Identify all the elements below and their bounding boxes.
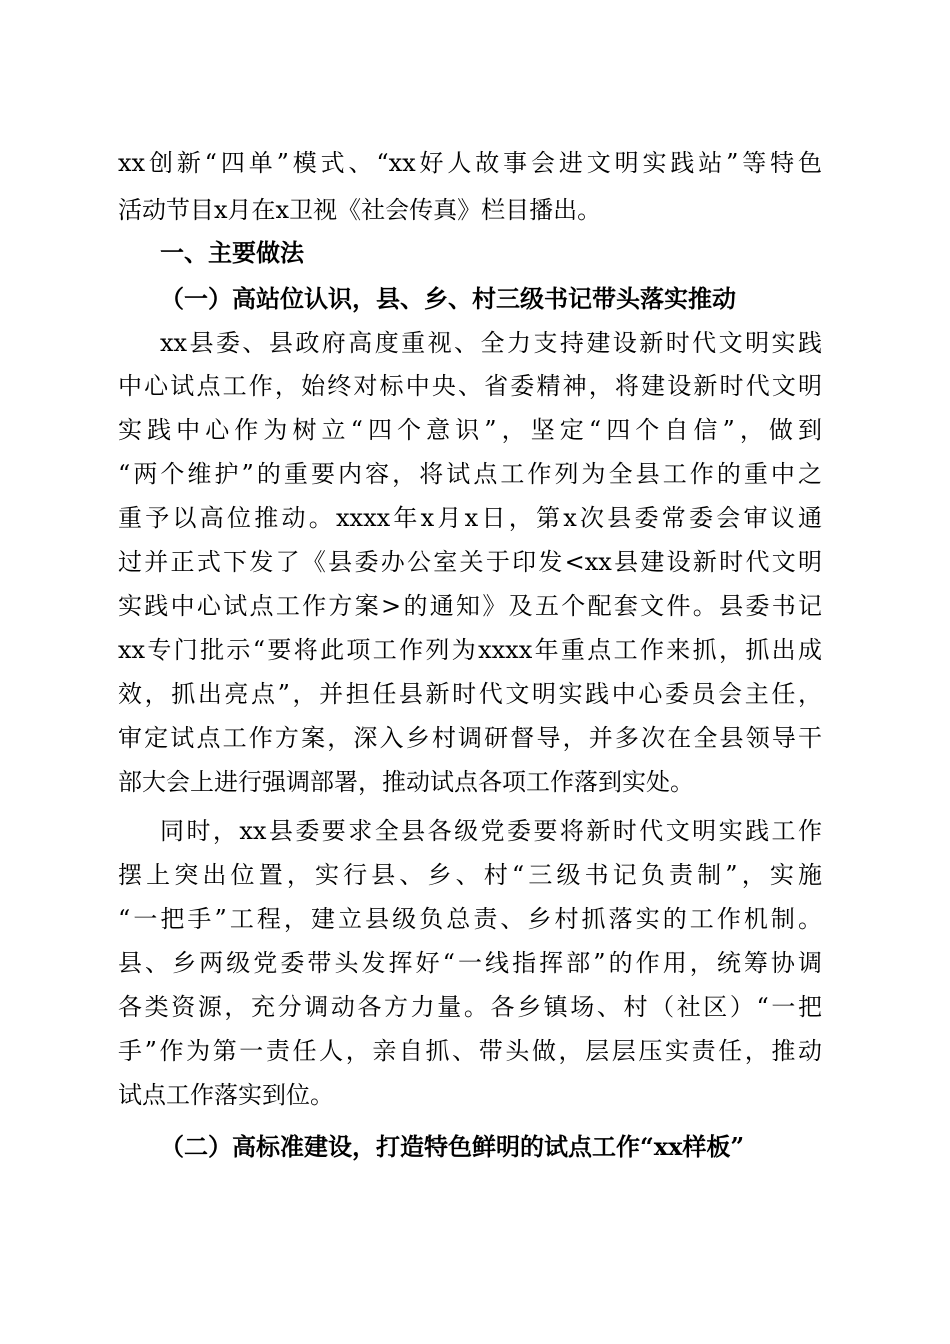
paragraph-line: 试点工作落实到位。	[118, 1081, 334, 1109]
subsection-heading: （二）高标准建设，打造特色鲜明的试点工作“xx样板”	[160, 1132, 745, 1161]
intro-line: 活动节目x月在x卫视《社会传真》栏目播出。	[118, 196, 602, 224]
paragraph-line: 重予以高位推动。xxxx年x月x日，第x次县委常委会审议通	[118, 504, 822, 532]
paragraph-line: 部大会上进行强调部署，推动试点各项工作落到实处。	[118, 768, 694, 796]
paragraph-line: “一把手”工程，建立县级负总责、乡村抓落实的工作机制。	[118, 905, 822, 933]
paragraph-line: 审定试点工作方案，深入乡村调研督导，并多次在全县领导干	[118, 724, 822, 752]
paragraph-line: 摆上突出位置，实行县、乡、村“三级书记负责制”，实施	[118, 861, 822, 889]
paragraph-line: 实践中心试点工作方案>的通知》及五个配套文件。县委书记	[118, 592, 822, 620]
section-heading: 一、主要做法	[160, 239, 304, 267]
paragraph-line: 手”作为第一责任人，亲自抓、带头做，层层压实责任，推动	[118, 1037, 822, 1065]
paragraph-line: 同时，xx县委要求全县各级党委要将新时代文明实践工作	[160, 817, 822, 845]
paragraph-line: xx县委、县政府高度重视、全力支持建设新时代文明实践	[160, 329, 822, 357]
paragraph-line: xx专门批示“要将此项工作列为xxxx年重点工作来抓，抓出成	[118, 636, 822, 664]
paragraph-line: 效，抓出亮点”，并担任县新时代文明实践中心委员会主任，	[118, 680, 822, 708]
intro-line: xx创新“四单”模式、“xx好人故事会进文明实践站”等特色	[118, 149, 822, 177]
paragraph-line: 过并正式下发了《县委办公室关于印发<xx县建设新时代文明	[118, 548, 822, 576]
paragraph-line: “两个维护”的重要内容，将试点工作列为全县工作的重中之	[118, 460, 822, 488]
paragraph-line: 中心试点工作，始终对标中央、省委精神，将建设新时代文明	[118, 372, 822, 400]
paragraph-line: 实践中心作为树立“四个意识”，坚定“四个自信”，做到	[118, 416, 822, 444]
subsection-heading: （一）高站位认识，县、乡、村三级书记带头落实推动	[160, 284, 736, 313]
paragraph-line: 县、乡两级党委带头发挥好“一线指挥部”的作用，统筹协调	[118, 949, 822, 977]
paragraph-line: 各类资源，充分调动各方力量。各乡镇场、村（社区）“一把	[118, 993, 822, 1021]
